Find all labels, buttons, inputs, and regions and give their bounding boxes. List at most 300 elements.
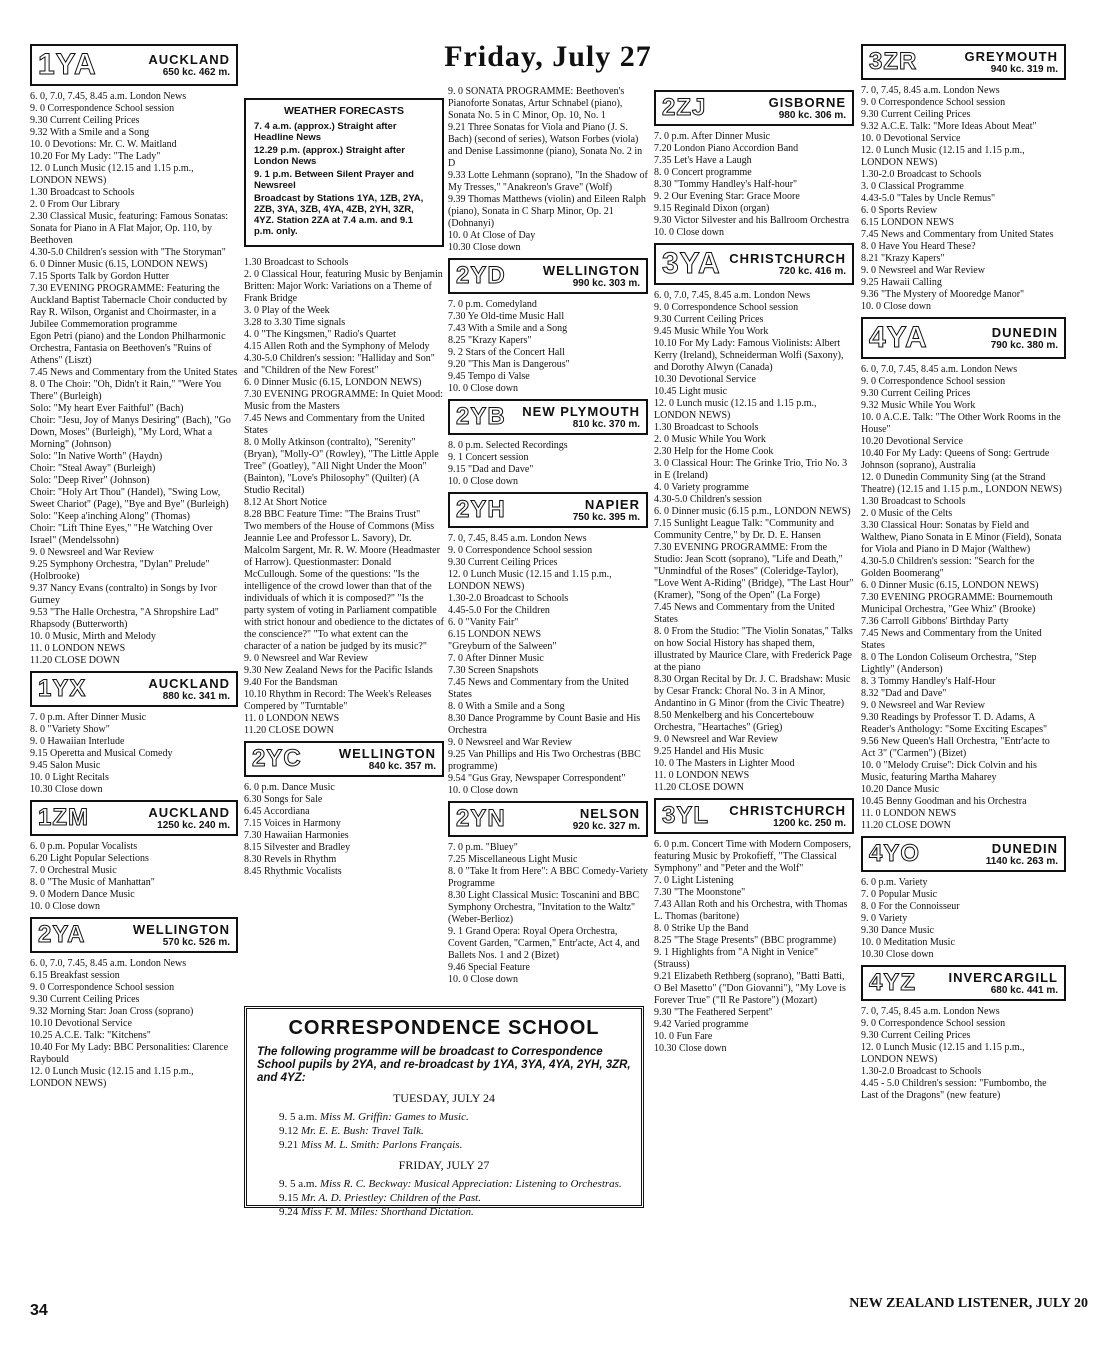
programme-entry: 8.50 Menkelberg and his Concertebouw Orchestra, "Heartaches" (Grieg) bbox=[654, 710, 815, 733]
station-frequency: 1250 kc. 240 m. bbox=[157, 820, 230, 831]
programme-entry: 9.32 Music While You Work bbox=[861, 400, 976, 411]
programme-entry: 9.15 Reginald Dixon (organ) bbox=[654, 203, 770, 214]
programme-entry: 8.28 BBC Feature Time: "The Brains Trust" bbox=[244, 509, 421, 520]
programme-entry: 7.35 Let's Have a Laugh bbox=[654, 155, 752, 166]
programme-entry: 7.45 News and Commentary from the United States bbox=[654, 602, 835, 625]
programme-entry: 7.45 News and Commentary from United States bbox=[861, 229, 1054, 240]
station-3zr bbox=[861, 44, 1066, 80]
programme-entry: 10. 0 Light Recitals bbox=[30, 772, 109, 783]
station-2yh bbox=[448, 492, 648, 528]
page-title: Friday, July 27 bbox=[444, 40, 652, 73]
station-call-sign: 2YH bbox=[456, 496, 506, 523]
correspondence-item: 9. 5 a.m. Miss M. Griffin: Games to Music. bbox=[279, 1111, 469, 1123]
programme-entry: 9.53 "The Halle Orchestra, "A Shropshire Lad" Rhapsody (Butterworth) bbox=[30, 607, 219, 630]
programme-entry: 9. 0 Correspondence School session bbox=[861, 376, 1006, 387]
programme-entry: 7. 0 p.m. After Dinner Music bbox=[30, 712, 147, 723]
programme-entry: 8.30 Revels in Rhythm bbox=[244, 854, 337, 865]
programme-list-3zr bbox=[861, 85, 1066, 313]
programme-entry: 7.30 "The Moonstone" bbox=[654, 887, 746, 898]
correspondence-item: 9.21 Miss M. L. Smith: Parlons Français. bbox=[279, 1139, 463, 1151]
programme-entry: 9.30 Current Ceiling Prices bbox=[654, 314, 764, 325]
programme-entry: 6.15 LONDON NEWS bbox=[448, 629, 542, 640]
programme-entry: 1.30 Broadcast to Schools bbox=[30, 187, 135, 198]
station-city: CHRISTCHURCH bbox=[729, 803, 846, 818]
programme-entry: 8.21 "Krazy Kapers" bbox=[861, 253, 945, 264]
station-call-sign: 2YB bbox=[456, 403, 506, 430]
station-frequency: 680 kc. 441 m. bbox=[990, 985, 1058, 996]
station-city: GISBORNE bbox=[768, 95, 846, 110]
programme-entry: 7. 0 Orchestral Music bbox=[30, 865, 117, 876]
programme-entry: 8. 0 The London Coliseum Orchestra, "Step Lightly" (Anderson) bbox=[861, 652, 1037, 675]
programme-entry: 9. 0 Newsreel and War Review bbox=[448, 737, 572, 748]
programme-entry: 6. 0 p.m. Dance Music bbox=[244, 782, 335, 793]
programme-entry: Solo: "My heart Ever Faithful" (Bach) bbox=[30, 403, 184, 414]
station-frequency: 720 kc. 416 m. bbox=[778, 266, 846, 277]
programme-entry: 10. 0 Fun Fare bbox=[654, 1031, 713, 1042]
programme-entry: 8. 3 Tommy Handley's Half-Hour bbox=[861, 676, 996, 687]
programme-entry: 7.30 Hawaiian Harmonies bbox=[244, 830, 349, 841]
programme-entry: 8. 0 p.m. Selected Recordings bbox=[448, 440, 568, 451]
programme-entry: 10.30 Devotional Service bbox=[654, 374, 756, 385]
programme-entry: 10.40 For My Lady: Queens of Song: Gertrude Johnson (soprano), Australia bbox=[861, 448, 1050, 471]
programme-entry: 4.43-5.0 "Tales by Uncle Remus" bbox=[861, 193, 996, 204]
programme-entry: 2. 0 Music While You Work bbox=[654, 434, 766, 445]
correspondence-item: 9.15 Mr. A. D. Priestley: Children of the Past. bbox=[279, 1192, 481, 1204]
programme-entry: 10.30 Close down bbox=[30, 784, 103, 795]
programme-entry: Solo: "In Native Worth" (Haydn) bbox=[30, 451, 163, 462]
programme-entry: 6. 0 p.m. Concert Time with Modern Composers, featuring Music by Prokofieff, "The Classical Symphony" and "Peter and the Wolf" bbox=[654, 839, 851, 874]
programme-entry: 12. 0 Lunch Music (12.15 and 1.15 p.m., LONDON NEWS) bbox=[861, 145, 1025, 168]
programme-entry: 7. 0 p.m. Comedyland bbox=[448, 299, 537, 310]
programme-entry: 9.30 Current Ceiling Prices bbox=[861, 109, 971, 120]
programme-entry: 1.30-2.0 Broadcast to Schools bbox=[861, 1066, 982, 1077]
programme-entry: Choir: "Steal Away" (Burleigh) bbox=[30, 463, 156, 474]
programme-entry: 9.30 New Zealand News for the Pacific Islands bbox=[244, 665, 433, 676]
station-2yn bbox=[448, 801, 648, 837]
programme-entry: 9.45 Salon Music bbox=[30, 760, 101, 771]
station-city: AUCKLAND bbox=[148, 676, 230, 691]
programme-entry: 9.30 Readings by Professor T. D. Adams, A Reader's Anthology: "Some Exciting Escapes" bbox=[861, 712, 1048, 735]
station-frequency: 990 kc. 303 m. bbox=[572, 278, 640, 289]
programme-entry: 9.32 A.C.E. Talk: "More Ideas About Meat" bbox=[861, 121, 1037, 132]
programme-entry: 7.15 Voices in Harmony bbox=[244, 818, 341, 829]
station-3yl bbox=[654, 798, 854, 834]
programme-entry: 11. 0 LONDON NEWS bbox=[861, 808, 957, 819]
programme-entry: 7.36 Carroll Gibbons' Birthday Party bbox=[861, 616, 1009, 627]
station-call-sign: 3ZR bbox=[869, 48, 918, 75]
column-3 bbox=[448, 86, 648, 986]
programme-entry: Choir: "Holy Art Thou" (Handel), "Swing Low, Sweet Chariot" (Page), "Bye and Bye" (Burleigh) bbox=[30, 487, 229, 510]
programme-entry: 10. 0 Close down bbox=[448, 476, 518, 487]
programme-entry: 7. 0 p.m. After Dinner Music bbox=[654, 131, 771, 142]
programme-entry: 9. 0 Correspondence School session bbox=[861, 97, 1006, 108]
programme-entry: 10.20 Devotional Service bbox=[861, 436, 963, 447]
station-call-sign: 1YA bbox=[38, 48, 97, 81]
programme-entry: 11.20 CLOSE DOWN bbox=[30, 655, 120, 666]
station-frequency: 880 kc. 341 m. bbox=[162, 691, 230, 702]
programme-list-1ya bbox=[30, 91, 238, 667]
programme-entry: 8.30 Dance Programme by Count Basie and His Orchestra bbox=[448, 713, 641, 736]
programme-entry: 6. 0 Dinner Music (6.15, LONDON NEWS) bbox=[30, 259, 208, 270]
programme-entry: 9. 0 Variety bbox=[861, 913, 908, 924]
programme-entry: 9.25 Handel and His Music bbox=[654, 746, 764, 757]
correspondence-day-2: FRIDAY, JULY 27 bbox=[398, 1158, 490, 1172]
programme-entry: 6.45 Accordiana bbox=[244, 806, 310, 817]
station-frequency: 920 kc. 327 m. bbox=[572, 821, 640, 832]
programme-entry: 11. 0 LONDON NEWS bbox=[654, 770, 750, 781]
programme-entry: 9.37 Nancy Evans (contralto) in Songs by Ivor Gurney bbox=[30, 583, 217, 606]
programme-entry: 10.10 Rhythm in Record: The Week's Releases Compered by "Turntable" bbox=[244, 689, 432, 712]
programme-entry: 11. 0 LONDON NEWS bbox=[244, 713, 340, 724]
programme-entry: 9.54 "Gus Gray, Newspaper Correspondent" bbox=[448, 773, 626, 784]
station-call-sign: 1ZM bbox=[38, 804, 89, 831]
programme-entry: Two members of the House of Commons (Miss Jeannie Lee and Professor L. Savory), Dr. Malcolm Sargent, Mr. R. W. Moore (Headmaster of Harrow). Questionmaster: Donald McCullough. Some of the questions: "Is the intelligence of the crowd lower than that of the individuals of which it is composed?" "Is the party system of voting in Parliament compatible with strict honour and obedience to the dictates of the conscience?" "To what extent can the character of a nation be judged by its music?" bbox=[244, 521, 444, 652]
station-4yz bbox=[861, 965, 1066, 1001]
programme-entry: 9. 0 Correspondence School session bbox=[30, 982, 175, 993]
programme-entry: 6. 0, 7.0, 7.45, 8.45 a.m. London News bbox=[654, 290, 811, 301]
publication-footer: NEW ZEALAND LISTENER, JULY 20 bbox=[849, 1296, 1088, 1311]
programme-entry: 11.20 CLOSE DOWN bbox=[861, 820, 951, 831]
programme-entry: 3. 0 Classical Hour: The Grinke Trio, Trio No. 3 in E (Ireland) bbox=[654, 458, 848, 481]
programme-entry: 7. 0 Light Listening bbox=[654, 875, 734, 886]
station-frequency: 650 kc. 462 m. bbox=[162, 67, 230, 78]
programme-entry: 1.30-2.0 Broadcast to Schools bbox=[861, 169, 982, 180]
programme-entry: 10.10 For My Lady: Famous Violinists: Albert Kerry (Ireland), Schneiderman Wolfi (Saxony), and Dorothy Alwyn (Canada) bbox=[654, 338, 844, 373]
programme-entry: 9. 0 Newsreel and War Review bbox=[861, 700, 985, 711]
programme-entry: 9. 0 Newsreel and War Review bbox=[861, 265, 985, 276]
programme-entry: 7.45 News and Commentary from the United States bbox=[30, 367, 238, 378]
programme-entry: 7.43 Allan Roth and his Orchestra, with Thomas L. Thomas (baritone) bbox=[654, 899, 848, 922]
programme-list-2ya bbox=[30, 958, 238, 1090]
station-city: NELSON bbox=[579, 806, 640, 821]
programme-entry: 1.30-2.0 Broadcast to Schools bbox=[448, 593, 569, 604]
programme-entry: 9.30 Dance Music bbox=[861, 925, 935, 936]
programme-list-2yd bbox=[448, 299, 648, 395]
programme-entry: 10. 0 Devotional Service bbox=[861, 133, 961, 144]
programme-entry: 6. 0 "Vanity Fair" bbox=[448, 617, 519, 628]
programme-entry: 11. 0 LONDON NEWS bbox=[30, 643, 126, 654]
programme-entry: 9.36 "The Mystery of Mooredge Manor" bbox=[861, 289, 1025, 300]
station-city: NAPIER bbox=[584, 497, 640, 512]
station-frequency: 790 kc. 380 m. bbox=[990, 340, 1058, 351]
programme-entry: 8.45 Rhythmic Vocalists bbox=[244, 866, 342, 877]
programme-entry: 8. 0 Strike Up the Band bbox=[654, 923, 749, 934]
column-4 bbox=[654, 86, 854, 1055]
station-2yb bbox=[448, 399, 648, 435]
programme-entry: 10.10 Devotional Service bbox=[30, 1018, 132, 1029]
programme-entry: 10.40 For My Lady: BBC Personalities: Clarence Raybould bbox=[30, 1042, 229, 1065]
programme-entry: 10.30 Close down bbox=[448, 242, 521, 253]
station-city: CHRISTCHURCH bbox=[729, 251, 846, 266]
programme-entry: 9.32 With a Smile and a Song bbox=[30, 127, 150, 138]
programme-list-2yc bbox=[244, 782, 444, 878]
programme-entry: 7.45 News and Commentary from the United States bbox=[448, 677, 629, 700]
programme-entry: 10. 0 "Melody Cruise": Dick Colvin and his Music, featuring Martha Maharey bbox=[861, 760, 1037, 783]
station-call-sign: 4YA bbox=[869, 321, 928, 354]
station-3ya bbox=[654, 243, 854, 285]
correspondence-item: 9.24 Miss F. M. Miles: Shorthand Dictation. bbox=[279, 1206, 474, 1218]
programme-entry: 10. 0 Close down bbox=[861, 301, 931, 312]
programme-entry: 9.20 "This Man is Dangerous" bbox=[448, 359, 570, 370]
programme-entry: 9. 0 Newsreel and War Review bbox=[244, 653, 368, 664]
weather-line: 9. 1 p.m. Between Silent Prayer and Newsreel bbox=[254, 169, 414, 191]
programme-entry: 10. 0 Close down bbox=[30, 901, 100, 912]
programme-entry: 8. 0 "Take It from Here": A BBC Comedy-Variety Programme bbox=[448, 866, 648, 889]
programme-entry: Solo: "Deep River" (Johnson) bbox=[30, 475, 150, 486]
programme-entry: 10. 0 Close down bbox=[448, 785, 518, 796]
station-1yx bbox=[30, 671, 238, 707]
programme-entry: 7.43 With a Smile and a Song bbox=[448, 323, 568, 334]
programme-entry: 7. 0, 7.45, 8.45 a.m. London News bbox=[861, 1006, 1000, 1017]
station-frequency: 570 kc. 526 m. bbox=[162, 937, 230, 948]
station-4yo bbox=[861, 836, 1066, 872]
correspondence-school-box bbox=[244, 1006, 644, 1218]
programme-entry: 1.30 Broadcast to Schools bbox=[244, 257, 349, 268]
programme-entry: 6. 0 Dinner Music (6.15, LONDON NEWS) bbox=[244, 377, 422, 388]
programme-entry: 10. 0 At Close of Day bbox=[448, 230, 536, 241]
programme-entry: 6. 0, 7.0, 7.45, 8.45 a.m. London News bbox=[30, 91, 187, 102]
station-frequency: 750 kc. 395 m. bbox=[572, 512, 640, 523]
programme-entry: 4.15 Allen Roth and the Symphony of Melody bbox=[244, 341, 430, 352]
programme-entry: 7.30 EVENING PROGRAMME: From the Studio: Jean Scott (soprano), "Life and Death," "Unmindful of the Roses" (Coleridge-Taylor), "Love Went A-Riding" (Bridge), "The Last Hour" (Kramer), "Song of the Open" (La Forge) bbox=[654, 542, 854, 601]
programme-entry: 8.30 Light Classical Music: Toscanini and BBC Symphony Orchestra, "Invitation to the Waltz" (Weber-Berlioz) bbox=[448, 890, 640, 925]
weather-forecasts-box bbox=[244, 98, 444, 247]
programme-entry: 4. 0 "The Kingsmen," Radio's Quartet bbox=[244, 329, 396, 340]
programme-entry: 4.30-5.0 Children's session: "Search for the Golden Boomerang" bbox=[861, 556, 1035, 579]
programme-entry: 8. 0 The Choir: "Oh, Didn't it Rain," "Were You There" (Burleigh) bbox=[30, 379, 222, 402]
programme-entry: 9. 2 Our Evening Star: Grace Moore bbox=[654, 191, 800, 202]
programme-list-1zm bbox=[30, 841, 238, 913]
programme-entry: 9.30 Current Ceiling Prices bbox=[861, 1030, 971, 1041]
programme-entry: 8.32 "Dad and Dave" bbox=[861, 688, 947, 699]
programme-entry: 9. 0 Correspondence School session bbox=[654, 302, 799, 313]
programme-entry: 8. 0 Concert programme bbox=[654, 167, 752, 178]
programme-entry: 6. 0 Sports Review bbox=[861, 205, 938, 216]
programme-entry: 11.20 CLOSE DOWN bbox=[244, 725, 334, 736]
station-call-sign: 4YO bbox=[869, 840, 921, 867]
programme-entry: 10. 0 The Masters in Lighter Mood bbox=[654, 758, 795, 769]
correspondence-item: 9.12 Mr. E. E. Bush: Travel Talk. bbox=[279, 1125, 424, 1137]
page-number: 34 bbox=[30, 1302, 48, 1319]
programme-entry: 6. 0 p.m. Variety bbox=[861, 877, 928, 888]
programme-entry: 7. 0 Popular Music bbox=[861, 889, 938, 900]
programme-entry: 9.45 Tempo di Valse bbox=[448, 371, 530, 382]
station-city: DUNEDIN bbox=[991, 325, 1058, 340]
station-2ya bbox=[30, 917, 238, 953]
programme-list-2ya-continued bbox=[244, 257, 444, 737]
station-frequency: 1200 kc. 250 m. bbox=[773, 818, 846, 829]
programme-entry: 4.30-5.0 Children's session bbox=[654, 494, 762, 505]
programme-entry: 6.15 LONDON NEWS bbox=[861, 217, 955, 228]
programme-entry: 6. 0 p.m. Popular Vocalists bbox=[30, 841, 138, 852]
weather-line: 12.29 p.m. (approx.) Straight after London News bbox=[254, 145, 405, 167]
column-5 bbox=[861, 40, 1066, 1102]
programme-entry: 9. 0 SONATA PROGRAMME: Beethoven's Pianoforte Sonatas, Artur Schnabel (piano), Sonata No. 5 in C Minor, Op. 10, No. 1 bbox=[448, 86, 625, 121]
programme-list-4ya bbox=[861, 364, 1066, 832]
station-city: INVERCARGILL bbox=[948, 970, 1058, 985]
station-city: WELLINGTON bbox=[338, 746, 436, 761]
programme-entry: 2.30 Classical Music, featuring: Famous Sonatas: Sonata for Piano in A Flat Major, Op. 110, by Beethoven bbox=[30, 211, 229, 246]
programme-entry: 9. 1 Concert session bbox=[448, 452, 529, 463]
programme-entry: 10.45 Light music bbox=[654, 386, 728, 397]
programme-entry: 2.30 Help for the Home Cook bbox=[654, 446, 774, 457]
programme-entry: 6.20 Light Popular Selections bbox=[30, 853, 149, 864]
programme-entry: 10. 0 Music, Mirth and Melody bbox=[30, 631, 156, 642]
programme-entry: 7.25 Miscellaneous Light Music bbox=[448, 854, 578, 865]
correspondence-item: 9. 5 a.m. Miss R. C. Beckway: Musical Appreciation: Listening to Orchestras. bbox=[279, 1178, 622, 1190]
programme-entry: 1.30 Broadcast to Schools bbox=[861, 496, 966, 507]
programme-entry: 10.45 Benny Goodman and his Orchestra bbox=[861, 796, 1027, 807]
programme-entry: 12. 0 Dunedin Community Sing (at the Strand Theatre) (12.15 and 1.15 p.m., LONDON NEWS) bbox=[861, 472, 1062, 495]
programme-entry: 9.30 "The Feathered Serpent" bbox=[654, 1007, 773, 1018]
programme-entry: 9.56 New Queen's Hall Orchestra, "Entr'acte to Act 3" ("Carmen") (Bizet) bbox=[861, 736, 1050, 759]
programme-entry: 7.30 EVENING PROGRAMME: Bournemouth Municipal Orchestra, "Gee Whiz" (Brooke) bbox=[861, 592, 1053, 615]
programme-entry: 9. 0 Correspondence School session bbox=[448, 545, 593, 556]
programme-entry: 3.30 Classical Hour: Sonatas by Field and Walthew, Piano Sonata in E Minor (Field), Sonata for Viola and Piano in D Major (Walthew) bbox=[861, 520, 1062, 555]
station-call-sign: 2ZJ bbox=[662, 94, 707, 121]
programme-entry: 12. 0 Lunch Music (12.15 and 1.15 p.m., LONDON NEWS) bbox=[30, 163, 194, 186]
station-city: DUNEDIN bbox=[991, 841, 1058, 856]
programme-entry: 9.30 Victor Silvester and his Ballroom Orchestra bbox=[654, 215, 850, 226]
station-1ya bbox=[30, 44, 238, 86]
programme-entry: 12. 0 Lunch Music (12.15 and 1.15 p.m., LONDON NEWS) bbox=[448, 569, 612, 592]
station-1zm bbox=[30, 800, 238, 836]
programme-entry: 11.20 CLOSE DOWN bbox=[654, 782, 744, 793]
programme-entry: 3. 0 Play of the Week bbox=[244, 305, 330, 316]
programme-entry: 7.30 Ye Old-time Music Hall bbox=[448, 311, 565, 322]
station-city: AUCKLAND bbox=[148, 805, 230, 820]
programme-entry: Choir: "Lift Thine Eyes," "He Watching Over Israel" (Mendelssohn) bbox=[30, 523, 213, 546]
programme-list-3yl bbox=[654, 839, 854, 1055]
station-call-sign: 1YX bbox=[38, 675, 87, 702]
programme-entry: 7.30 EVENING PROGRAMME: Featuring the Auckland Baptist Tabernacle Choir conducted by Ray R. Wilson, Organist and Choirmaster, in a Jubilee Commemoration programme bbox=[30, 283, 228, 330]
station-frequency: 810 kc. 370 m. bbox=[572, 419, 640, 430]
programme-entry: 3. 0 Classical Programme bbox=[861, 181, 964, 192]
programme-entry: 6. 0, 7.0, 7.45, 8.45 a.m. London News bbox=[30, 958, 187, 969]
programme-entry: 9. 0 Newsreel and War Review bbox=[30, 547, 154, 558]
station-call-sign: 2YA bbox=[38, 921, 86, 948]
programme-entry: 9. 2 Stars of the Concert Hall bbox=[448, 347, 565, 358]
programme-entry: 7. 0 After Dinner Music bbox=[448, 653, 544, 664]
programme-entry: 9.40 For the Bandsman bbox=[244, 677, 338, 688]
programme-entry: 8. 0 "Variety Show" bbox=[30, 724, 110, 735]
station-city: WELLINGTON bbox=[542, 263, 640, 278]
programme-entry: Choir: "Jesu, Joy of Manys Desiring" (Bach), "Go Down, Moses" (Burleigh), "My Lord, What a Morning" (Johnson) bbox=[30, 415, 231, 450]
programme-entry: 12. 0 Lunch music (12.15 and 1.15 p.m., LONDON NEWS) bbox=[654, 398, 817, 421]
programme-entry: 8.30 "Tommy Handley's Half-hour" bbox=[654, 179, 798, 190]
programme-entry: 2. 0 Classical Hour, featuring Music by Benjamin Britten: Major Work: Variations on a Theme of Frank Bridge bbox=[244, 269, 443, 304]
programme-entry: 9.25 Hawaii Calling bbox=[861, 277, 942, 288]
programme-entry: 10.30 Close down bbox=[861, 949, 934, 960]
station-call-sign: 3YL bbox=[662, 802, 710, 829]
correspondence-day-1: TUESDAY, JULY 24 bbox=[392, 1091, 496, 1105]
programme-entry: 6.15 Breakfast session bbox=[30, 970, 120, 981]
programme-entry: 8. 0 With a Smile and a Song bbox=[448, 701, 565, 712]
station-call-sign: 2YC bbox=[252, 745, 302, 772]
programme-entry: 7.20 London Piano Accordion Band bbox=[654, 143, 799, 154]
programme-entry: 3.28 to 3.30 Time signals bbox=[244, 317, 346, 328]
programme-entry: 10.25 A.C.E. Talk: "Kitchens" bbox=[30, 1030, 151, 1041]
programme-entry: 8. 0 From the Studio: "The Violin Sonatas," Talks on how Social History has shaped them, illustrated by Maurice Clare, with Frederick Page at the piano bbox=[654, 626, 853, 673]
programme-entry: "Greyburn of the Salween" bbox=[448, 641, 557, 652]
programme-entry: 9.30 Current Ceiling Prices bbox=[448, 557, 558, 568]
programme-entry: 8.25 "The Stage Presents" (BBC programme) bbox=[654, 935, 837, 946]
programme-list-1yx bbox=[30, 712, 238, 796]
programme-list-4yo bbox=[861, 877, 1066, 961]
programme-list-2zj bbox=[654, 131, 854, 239]
weather-title: WEATHER FORECASTS bbox=[284, 105, 404, 117]
programme-entry: 7. 0 p.m. "Bluey" bbox=[448, 842, 518, 853]
programme-entry: 8.30 Organ Recital by Dr. J. C. Bradshaw: Music by Cesar Franck: Choral No. 3 in A Minor, Andantino in G Minor (from the Civic Theatre) bbox=[654, 674, 851, 709]
programme-entry: 8.12 At Short Notice bbox=[244, 497, 327, 508]
programme-entry: 9. 0 Hawaiian Interlude bbox=[30, 736, 125, 747]
programme-entry: 2. 0 Music of the Celts bbox=[861, 508, 953, 519]
correspondence-title: CORRESPONDENCE SCHOOL bbox=[288, 1017, 600, 1039]
programme-entry: 10. 0 Close down bbox=[448, 974, 518, 985]
programme-entry: 9.45 Music While You Work bbox=[654, 326, 769, 337]
programme-entry: 9.39 Thomas Matthews (violin) and Eileen Ralph (piano), Sonata in C Sharp Minor, Op. 21 (Dohnanyi) bbox=[448, 194, 646, 229]
weather-line: 7. 4 a.m. (approx.) Straight after Headline News bbox=[254, 121, 397, 143]
programme-entry: 9. 1 Grand Opera: Royal Opera Orchestra, Covent Garden, "Carmen," Entr'acte, Act 4, and Ballets Nos. 1 and 2 (Bizet) bbox=[448, 926, 640, 961]
station-call-sign: 2YN bbox=[456, 805, 506, 832]
programme-entry: 7.30 Screen Snapshots bbox=[448, 665, 539, 676]
programme-entry: 6. 0 Dinner music (6.15 p.m., LONDON NEWS) bbox=[654, 506, 851, 517]
programme-entry: 8. 0 Have You Heard These? bbox=[861, 241, 976, 252]
programme-entry: 6. 0, 7.0, 7.45, 8.45 a.m. London News bbox=[861, 364, 1018, 375]
column-2 bbox=[244, 86, 444, 878]
programme-entry: 8. 0 For the Connoisseur bbox=[861, 901, 960, 912]
programme-entry: 12. 0 Lunch Music (12.15 and 1.15 p.m., LONDON NEWS) bbox=[861, 1042, 1025, 1065]
programme-entry: 9.25 Van Phillips and His Two Orchestras (BBC programme) bbox=[448, 749, 641, 772]
programme-entry: 7. 0, 7.45, 8.45 a.m. London News bbox=[448, 533, 587, 544]
programme-entry: 9.21 Elizabeth Rethberg (soprano), "Batti Batti, O Bel Masetto" ("Don Giovanni"), "My Love is Forever True" ("Il Re Pastore") (Mozart) bbox=[654, 971, 846, 1006]
programme-entry: 9.32 Morning Star: Joan Cross (soprano) bbox=[30, 1006, 194, 1017]
programme-entry: 7.30 EVENING PROGRAMME: In Quiet Mood: Music from the Masters bbox=[244, 389, 443, 412]
station-frequency: 1140 kc. 263 m. bbox=[985, 856, 1058, 867]
programme-entry: 9. 0 Correspondence School session bbox=[861, 1018, 1006, 1029]
programme-entry: 9.46 Special Feature bbox=[448, 962, 530, 973]
station-frequency: 840 kc. 357 m. bbox=[368, 761, 436, 772]
station-2yd bbox=[448, 258, 648, 294]
programme-entry: 9.33 Lotte Lehmann (soprano), "In the Shadow of My Tresses," "Anakreon's Grave" (Wolf) bbox=[448, 170, 648, 193]
programme-list-3ya bbox=[654, 290, 854, 794]
programme-list-2yn bbox=[448, 842, 648, 986]
programme-entry: 12. 0 Lunch Music (12.15 and 1.15 p.m., LONDON NEWS) bbox=[30, 1066, 194, 1089]
programme-entry: 10. 0 Meditation Music bbox=[861, 937, 955, 948]
programme-entry: 10.30 Close down bbox=[654, 1043, 727, 1054]
programme-entry: 9. 0 Modern Dance Music bbox=[30, 889, 135, 900]
correspondence-intro: The following programme will be broadcast to Correspondence School pupils by 2YA, and re-broadcast by 1YA, 3YA, 4YA, 2YH, 3ZR, and 4YZ: bbox=[257, 1046, 631, 1084]
programme-entry: 9.15 Operetta and Musical Comedy bbox=[30, 748, 173, 759]
programme-entry: 9.30 Current Ceiling Prices bbox=[30, 115, 140, 126]
programme-entry: 6.30 Songs for Sale bbox=[244, 794, 323, 805]
station-frequency: 980 kc. 306 m. bbox=[778, 110, 846, 121]
programme-entry: 7.15 Sunlight League Talk: "Community and Community Centre," by Dr. D. E. Hansen bbox=[654, 518, 834, 541]
programme-entry: 7.45 News and Commentary from the United States bbox=[244, 413, 425, 436]
station-frequency: 940 kc. 319 m. bbox=[990, 64, 1058, 75]
programme-entry: 8.25 "Krazy Kapers" bbox=[448, 335, 532, 346]
programme-entry: Egon Petri (piano) and the London Philharmonic Orchestra, Fantasia on Beethoven's "Ruins of Athens" (Liszt) bbox=[30, 331, 226, 366]
programme-entry: 9.25 Symphony Orchestra, "Dylan" Prelude" (Holbrooke) bbox=[30, 559, 210, 582]
station-call-sign: 4YZ bbox=[869, 969, 917, 996]
programme-entry: 10.20 Dance Music bbox=[861, 784, 940, 795]
programme-entry: 4.45 - 5.0 Children's session: "Fumbombo, the Last of the Dragons" (new feature) bbox=[861, 1078, 1047, 1101]
station-city: NEW PLYMOUTH bbox=[522, 404, 640, 419]
programme-entry: 10. 0 A.C.E. Talk: "The Other Work Rooms in the House" bbox=[861, 412, 1061, 435]
programme-entry: 4.30-5.0 Children's session with "The Storyman" bbox=[30, 247, 226, 258]
programme-entry: 9. 0 Newsreel and War Review bbox=[654, 734, 778, 745]
station-city: WELLINGTON bbox=[132, 922, 230, 937]
